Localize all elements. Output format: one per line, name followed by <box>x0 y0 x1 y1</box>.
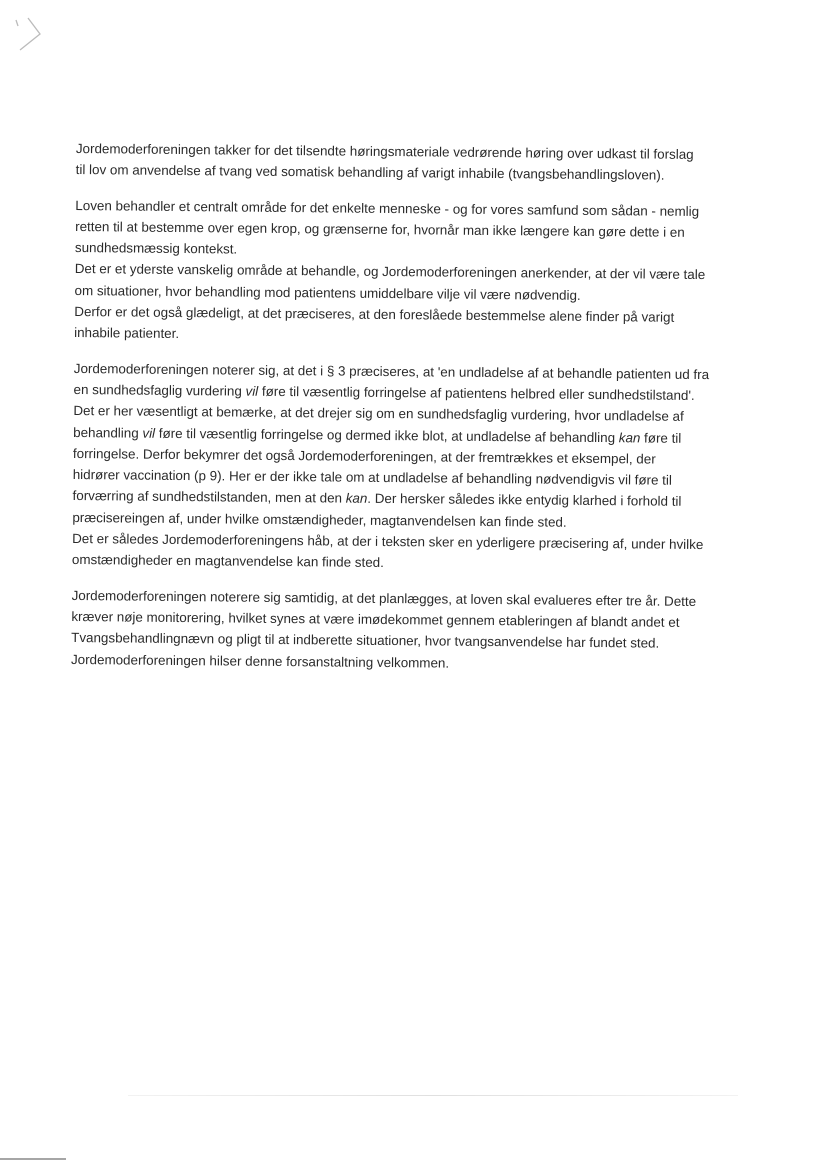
text-segment: behandling <box>73 424 143 441</box>
emphasis-text: vil <box>142 425 156 441</box>
text-segment: om situationer, hvor behandling mod patientens umiddelbare vilje vil være nødvendig. <box>74 282 581 303</box>
text-segment: inhabile patienter. <box>74 325 180 342</box>
emphasis-text: vil <box>245 383 259 399</box>
text-segment: Jordemoderforeningen hilser denne forsanstaltning velkommen. <box>70 651 450 671</box>
paragraph-2 <box>74 195 755 351</box>
text-segment: Jordemoderforeningen takker for det tilsendte høringsmateriale vedrørende høring over udkast til forslag <box>75 140 694 162</box>
text-segment: forringelse. Derfor bekymrer det også Jordemoderforeningen, at der fremtrækkes et eksempel, der <box>72 445 656 467</box>
text-segment: hidrører vaccination (p 9). Her er der ikke tale om at undladelse af behandling nødvendigvis vil føre til <box>72 467 672 488</box>
scan-footer-line <box>128 1095 738 1096</box>
text-segment: sundhedsmæssig kontekst. <box>74 240 238 257</box>
text-segment: omstændigheder en magtanvendelse kan finde sted. <box>71 552 384 571</box>
scan-corner-line <box>0 1158 66 1160</box>
document-body <box>71 138 756 690</box>
text-segment: Det er et yderste vanskelig område at behandle, og Jordemoderforeningen anerkender, at der vil være tale <box>74 261 706 283</box>
text-segment: Det er her væsentligt at bemærke, at det drejer sig om en sundhedsfaglig vurdering, hvor undladelse af <box>73 403 684 425</box>
paragraph-4 <box>71 585 752 677</box>
text-segment: præcisereingen af, under hvilke omstændigheder, magtanvendelsen kan finde sted. <box>72 509 567 530</box>
text-segment: en sundhedsfaglig vurdering <box>73 381 246 399</box>
text-segment: føre til væsentlig forringelse af patientens helbred eller sundhedstilstand'. <box>258 383 695 403</box>
text-segment: til lov om anvendelse af tvang ved somatisk behandling af varigt inhabile (tvangsbehandlingsloven). <box>75 162 665 183</box>
emphasis-text: kan <box>618 429 641 445</box>
text-segment: retten til at bestemme over egen krop, og grænserne for, hvornår man ikke længere kan gøre dette i en <box>75 218 685 240</box>
text-segment: Jordemoderforeningen noterer sig, at det i § 3 præciseres, at 'en undladelse af at behandle patienten ud fra <box>73 360 710 382</box>
scan-mark-icon <box>8 14 42 54</box>
paragraph-1 <box>76 138 756 187</box>
text-segment: . Der hersker således ikke entydig klarhed i forhold til <box>367 491 682 510</box>
text-segment: Jordemoderforeningen noterere sig samtidig, at det planlægges, at loven skal evalueres efter tre år. Dette <box>71 587 697 609</box>
text-segment: forværring af sundhedstilstanden, men at den <box>72 488 346 507</box>
paragraph-3 <box>72 358 754 577</box>
text-segment: Tvangsbehandlingnævn og pligt til at indberette situationer, hvor tvangsanvendelse har fundet sted. <box>71 630 660 651</box>
text-segment: Det er således Jordemoderforeningens håb, at der i teksten sker en yderligere præcisering af, under hvilke <box>72 531 704 553</box>
text-segment: føre til <box>640 429 682 446</box>
emphasis-text: kan <box>345 491 368 507</box>
text-segment: føre til væsentlig forringelse og dermed ikke blot, at undladelse af behandling <box>155 425 619 445</box>
text-segment: Loven behandler et centralt område for det enkelte menneske - og for vores samfund som sådan - nemlig <box>75 197 700 219</box>
text-segment: kræver nøje monitorering, hvilket synes at være imødekommet gennem etableringen af blandt andet et <box>71 608 680 630</box>
text-segment: Derfor er det også glædeligt, at det præciseres, at den foreslåede bestemmelse alene finder på varigt <box>74 304 675 325</box>
